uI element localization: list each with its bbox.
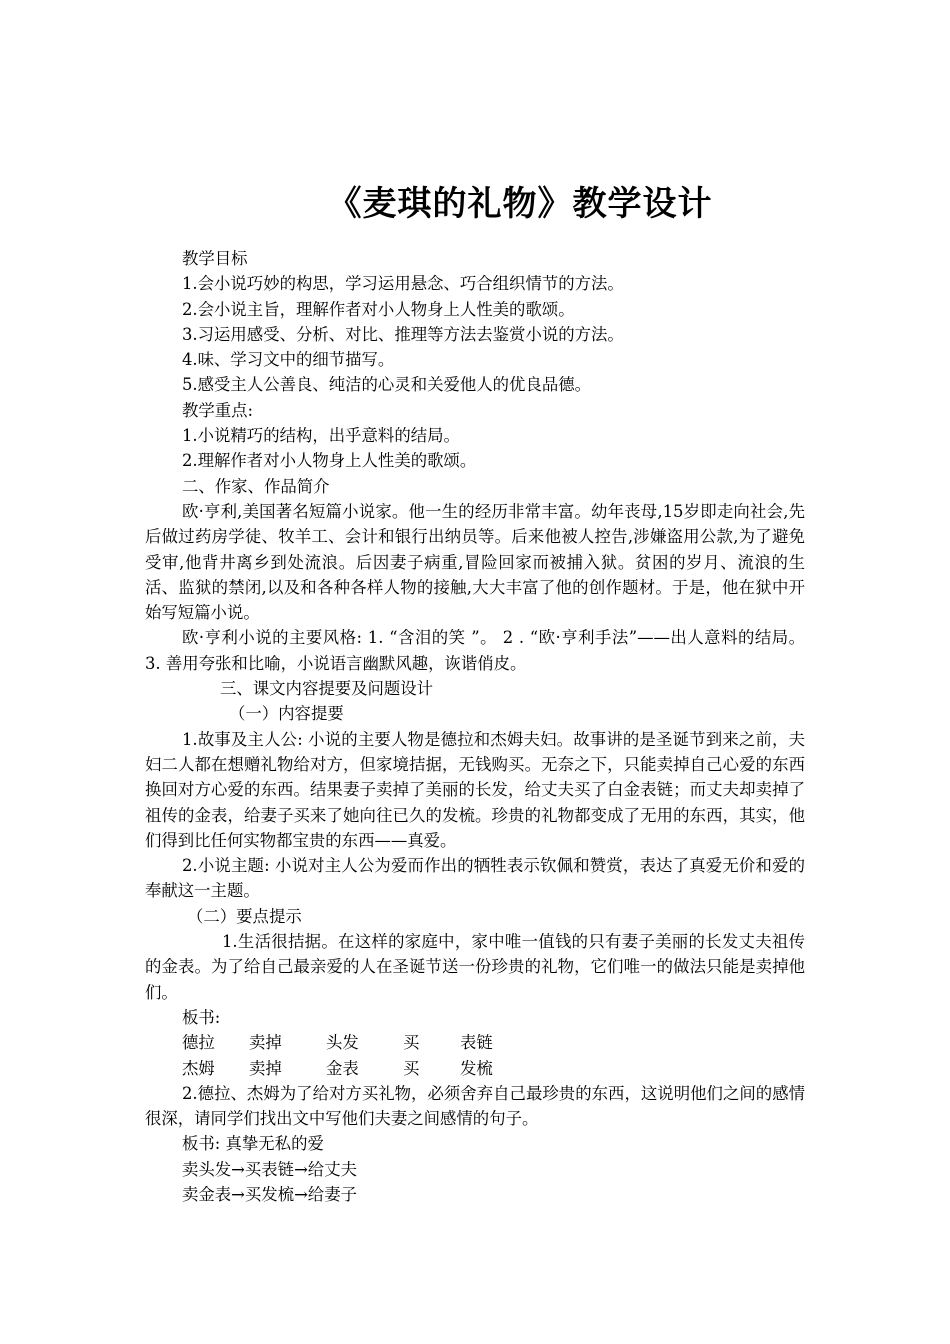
subsection-heading: （一）内容提要 (229, 704, 344, 724)
board-line: 卖金表→买发梳→给妻子 (182, 1184, 357, 1204)
board-row (145, 1056, 805, 1081)
board-cell: 金表 (326, 1058, 359, 1078)
focus-item: 2.理解作者对小人物身上人性美的歌颂。 (182, 451, 477, 471)
style-paragraph: 欧·亨利小说的主要风格: 1. “含泪的笑 ”。 2 . “欧·亨利手法”——出人意料的结局。 3. 善用夸张和比喻，小说语言幽默风趣，诙谐俏皮。 (145, 628, 805, 673)
board-label: 板书: 真挚无私的爱 (182, 1134, 324, 1154)
point-paragraph: 2.德拉、杰姆为了给对方买礼物，必须舍弃自己最珍贵的东西，这说明他们之间的感情很深，请同学们找出文中写他们夫妻之间感情的句子。 (145, 1083, 805, 1129)
page-title: 《麦琪的礼物》教学设计 (327, 184, 713, 224)
board-cell: 发梳 (460, 1058, 493, 1078)
board-cell: 买 (403, 1033, 420, 1053)
goal-item: 2.会小说主旨，理解作者对小人物身上人性美的歌颂。 (182, 299, 575, 319)
board-cell: 卖掉 (249, 1033, 282, 1053)
theme-paragraph: 2.小说主题: 小说对主人公为爱而作出的牺牲表示钦佩和赞赏，表达了真爱无价和爱的奉献这一主题。 (145, 856, 805, 901)
board-cell: 买 (403, 1058, 420, 1078)
goal-item: 5.感受主人公善良、纯洁的心灵和关爱他人的优良品德。 (182, 375, 592, 395)
board-cell: 头发 (326, 1033, 359, 1053)
document-body (145, 246, 805, 1207)
goal-item: 4.味、学习文中的细节描写。 (182, 350, 395, 370)
board-cell: 杰姆 (182, 1058, 215, 1078)
focus-item: 1.小说精巧的结构，出乎意料的结局。 (182, 426, 460, 446)
goals-heading: 教学目标 (182, 249, 248, 268)
board-line: 卖头发→买表链→给丈夫 (182, 1159, 357, 1179)
board-label: 板书: (182, 1007, 221, 1027)
section-heading: 二、作家、作品简介 (182, 476, 330, 496)
goal-item: 1.会小说巧妙的构思，学习运用悬念、巧合组织情节的方法。 (182, 274, 624, 294)
board-cell: 卖掉 (249, 1058, 282, 1078)
goal-item: 3.习运用感受、分析、对比、推理等方法去鉴赏小说的方法。 (182, 324, 624, 344)
summary-paragraph: 1.故事及主人公: 小说的主要人物是德拉和杰姆夫妇。故事讲的是圣诞节到来之前，夫妇二人都在想赠礼物给对方，但家境拮据，无钱购买。无奈之下，只能卖掉自己心爱的东西换回对方心爱的东西。结果妻子卖掉了美丽的长发，给丈夫买了白金表链；而丈夫却卖掉了祖传的金表，给妻子买来了她向往已久的发梳。珍贵的礼物都变成了无用的东西，其实，他们得到比任何实物都宝贵的东西——真爱。 (145, 729, 805, 850)
author-paragraph: 欧·亨利,美国著名短篇小说家。他一生的经历非常丰富。幼年丧母,15岁即走向社会,先后做过药房学徒、牧羊工、会计和银行出纳员等。后来他被人控告,涉嫌盗用公款,为了避免受审,他背井离乡到处流浪。后因妻子病重,冒险回家而被捕入狱。贫困的岁月、流浪的生活、监狱的禁闭,以及和各种各样人物的接触,大大丰富了他的创作题材。于是，他在狱中开始写短篇小说。 (145, 501, 805, 623)
board-cell: 德拉 (182, 1033, 215, 1053)
point-paragraph: 1.生活很拮据。在这样的家庭中，家中唯一值钱的只有妻子美丽的长发丈夫祖传的金表。为了给自己最亲爱的人在圣诞节送一份珍贵的礼物，它们唯一的做法只能是卖掉他们。 (145, 932, 805, 1002)
section-heading: 三、课文内容提要及问题设计 (220, 679, 434, 699)
focus-heading: 教学重点: (182, 400, 254, 420)
board-row (145, 1030, 805, 1055)
board-cell: 表链 (460, 1033, 493, 1053)
subsection-heading: （二）要点提示 (187, 906, 302, 926)
